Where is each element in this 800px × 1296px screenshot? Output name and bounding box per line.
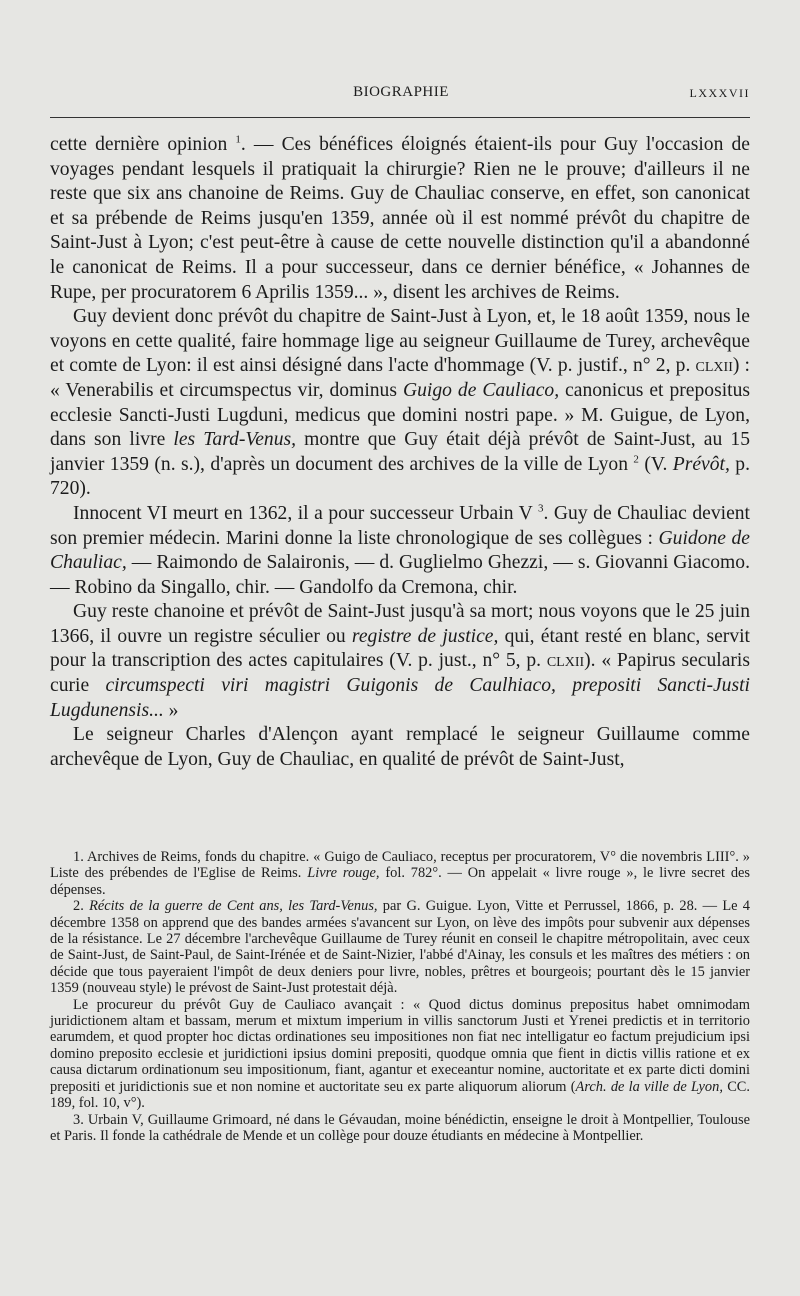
footnote-marker: 2 — [633, 453, 639, 466]
text-run: . Guy de Chauliac devient son premier médecin. Marini donne la liste chronologique de ses collègues : — [50, 502, 751, 549]
text-run: » — [163, 699, 179, 721]
paragraph — [50, 133, 750, 305]
text-run: Le seigneur Charles d'Alençon ayant remplacé le seigneur Guillaume comme archevêque de Lyon, Guy de Chauliac, en qualité de prévôt de Saint-Just, — [50, 724, 750, 770]
text-run: montre que Guy était déjà prévôt de Saint-Just, au 15 janvier 1359 (n. s.), d'après un document des archives de la ville de Lyon — [50, 429, 750, 475]
running-title: BIOGRAPHIE — [353, 84, 449, 100]
italic-text: Guigo de Cauliaco, — [402, 379, 560, 401]
italic-text: Prévôt, — [672, 453, 730, 475]
italic-text: Livre rouge, — [307, 865, 380, 882]
footnotes — [50, 849, 750, 1144]
footnote-marker: 3 — [537, 502, 544, 515]
text-run: Guy devient donc prévôt du chapitre de Saint-Just à Lyon, et, le 18 août 1359, nous le voyons en cette qualité, faire hommage lige au seigneur Guillaume de Turey, archevêque et comte de Lyon: il est ainsi désigné dans l'acte d'hommage (V. p. justif., n° 2, p. — [50, 306, 750, 377]
footnote — [50, 898, 750, 996]
text-run: ) : « Venerabilis et circumspectus vir, dominus — [50, 355, 750, 401]
italic-text: Récits de la guerre de Cent ans, les Tard-Venus, — [89, 898, 378, 915]
page-number: LXXXVII — [689, 86, 750, 100]
text-run: qui, étant resté en blanc, servit pour la transcription des actes capitulaires (V. p. just., n° 5, p. — [50, 625, 750, 672]
paragraph — [50, 723, 750, 772]
header-rule — [50, 117, 750, 118]
text-run: 3. Urbain V, Guillaume Grimoard, né dans le Gévaudan, moine bénédictin, enseigne le droit à Montpellier, Toulouse et Paris. Il fonde la cathédrale de Mende et un collège pour douze étudiants en médecine à Montpellier. — [50, 1111, 750, 1144]
text-run: Guy reste chanoine et prévôt de Saint-Just jusqu'à sa mort; nous voyons que le 25 juin 1366, il ouvre un registre séculier ou — [50, 601, 750, 647]
text-run: 2. — [73, 898, 90, 915]
footnote-marker: 1 — [235, 133, 241, 146]
italic-text: les Tard-Venus, — [173, 429, 297, 451]
text-run: par G. Guigue. Lyon, Vitte et Perrussel, 1866, p. 28. — Le 4 décembre 1358 on apprend que des bandes armées s'avancent sur Lyon, on lève des impôts pour subvenir aux dépenses de la résistance. Le 27 décembre l'archevêque Guillaume de Turey réunit en conseil le chapitre métropolitain, avec ceux de Saint-Just, de Saint-Paul, de Saint-Irénée et de Saint-Nizier, l'abbé d'Ainay, les consuls et les maîtres des métiers : on décide que tous payeraient l'impôt de deux deniers pour livre, nobles, prêtres et bourgeois; pourtant dès le 15 janvier 1359 (nouveau style) le prévost de Saint-Just protestait déjà. — [50, 898, 750, 997]
text-run: canonicus et prepositus ecclesie Sancti-Justi Lugduni, medicus que domini nostri pape. » M. Guigue, de Lyon, dans son livre — [50, 379, 751, 451]
text-run: Le procureur du prévôt Guy de Cauliaco avançait : « Quod dictus dominus prepositus habet omnimodam juridictionem altam et bassam, merum et mixtum imperium in villis sanctorum Justi et Yrenei predictis et in territorio earumdem, et quod propter hoc dictas ordinationes seu impositiones non fiat nec intelligatur eo factum prejudicium ipsi domino preposito ecclesie et juridictioni ipsius domini prepositi, quodque omnia que fient in dictis villis ratione et ex causa dictarum ordinationum seu impositionum, fiant, agantur et execeantur nomine, auctoritate et ex parte dicti domini prepositi et juridictionis sue et non nomine et auctoritate seu ex parte aliquorum aliorum ( — [50, 996, 750, 1095]
paragraph — [50, 600, 750, 723]
text-run: (V. — [638, 453, 673, 475]
main-text — [50, 133, 750, 772]
paragraph — [50, 305, 750, 502]
running-header — [52, 84, 750, 108]
text-run: — Raimondo de Salaironis, — d. Guglielmo Ghezzi, — s. Giovanni Giacomo. — Robino da Singallo, chir. — Gandolfo da Cremona, chir. — [50, 552, 750, 598]
text-run: fol. 782°. — On appelait « livre rouge », le livre secret des dépenses. — [50, 865, 751, 898]
footnote — [50, 1112, 750, 1145]
text-run: clxii — [695, 355, 733, 377]
text-run: Innocent VI meurt en 1362, il a pour successeur Urbain V — [73, 502, 538, 524]
italic-text: Guidone de Chauliac, — [50, 527, 750, 574]
text-run: 1. Archives de Reims, fonds du chapitre. « Guigo de Cauliaco, receptus per procuratorem, V° die novembris LIII°. » Liste des prébendes de l'Eglise de Reims. — [50, 849, 750, 882]
footnote — [50, 849, 750, 898]
text-run: CC. 189, fol. 10, v°). — [50, 1078, 750, 1112]
text-run: clxii — [546, 650, 585, 672]
footnote — [50, 997, 750, 1112]
text-run: cette dernière opinion — [50, 134, 236, 155]
text-run: p. 720). — [50, 453, 750, 500]
text-run: ). « Papirus secularis curie — [50, 650, 751, 697]
paragraph — [50, 502, 750, 600]
italic-text: Arch. de la ville de Lyon, — [575, 1078, 723, 1095]
text-run: . — Ces bénéfices éloignés étaient-ils pour Guy l'occasion de voyages pendant lesquels il pratiquait la chirurgie? Rien ne le prouve; d'ailleurs il ne reste que six ans chanoine de Reims. Guy de Chauliac conserve, en effet, son canonicat et sa prébende de Reims jusqu'en 1359, année où il est nommé prévôt du chapitre de Saint-Just à Lyon; c'est peut-être à cause de cette nouvelle distinction qu'il a abandonné le canonicat de Reims. Il a pour successeur, dans ce dernier bénéfice, « Johannes de Rupe, per procuratorem 6 Aprilis 1359... », disent les archives de Reims. — [50, 134, 750, 303]
italic-text: circumspecti viri magistri Guigonis de Caulhiaco, prepositi Sancti-Justi Lugdunensis... — [50, 675, 750, 721]
italic-text: registre de justice, — [351, 625, 499, 647]
